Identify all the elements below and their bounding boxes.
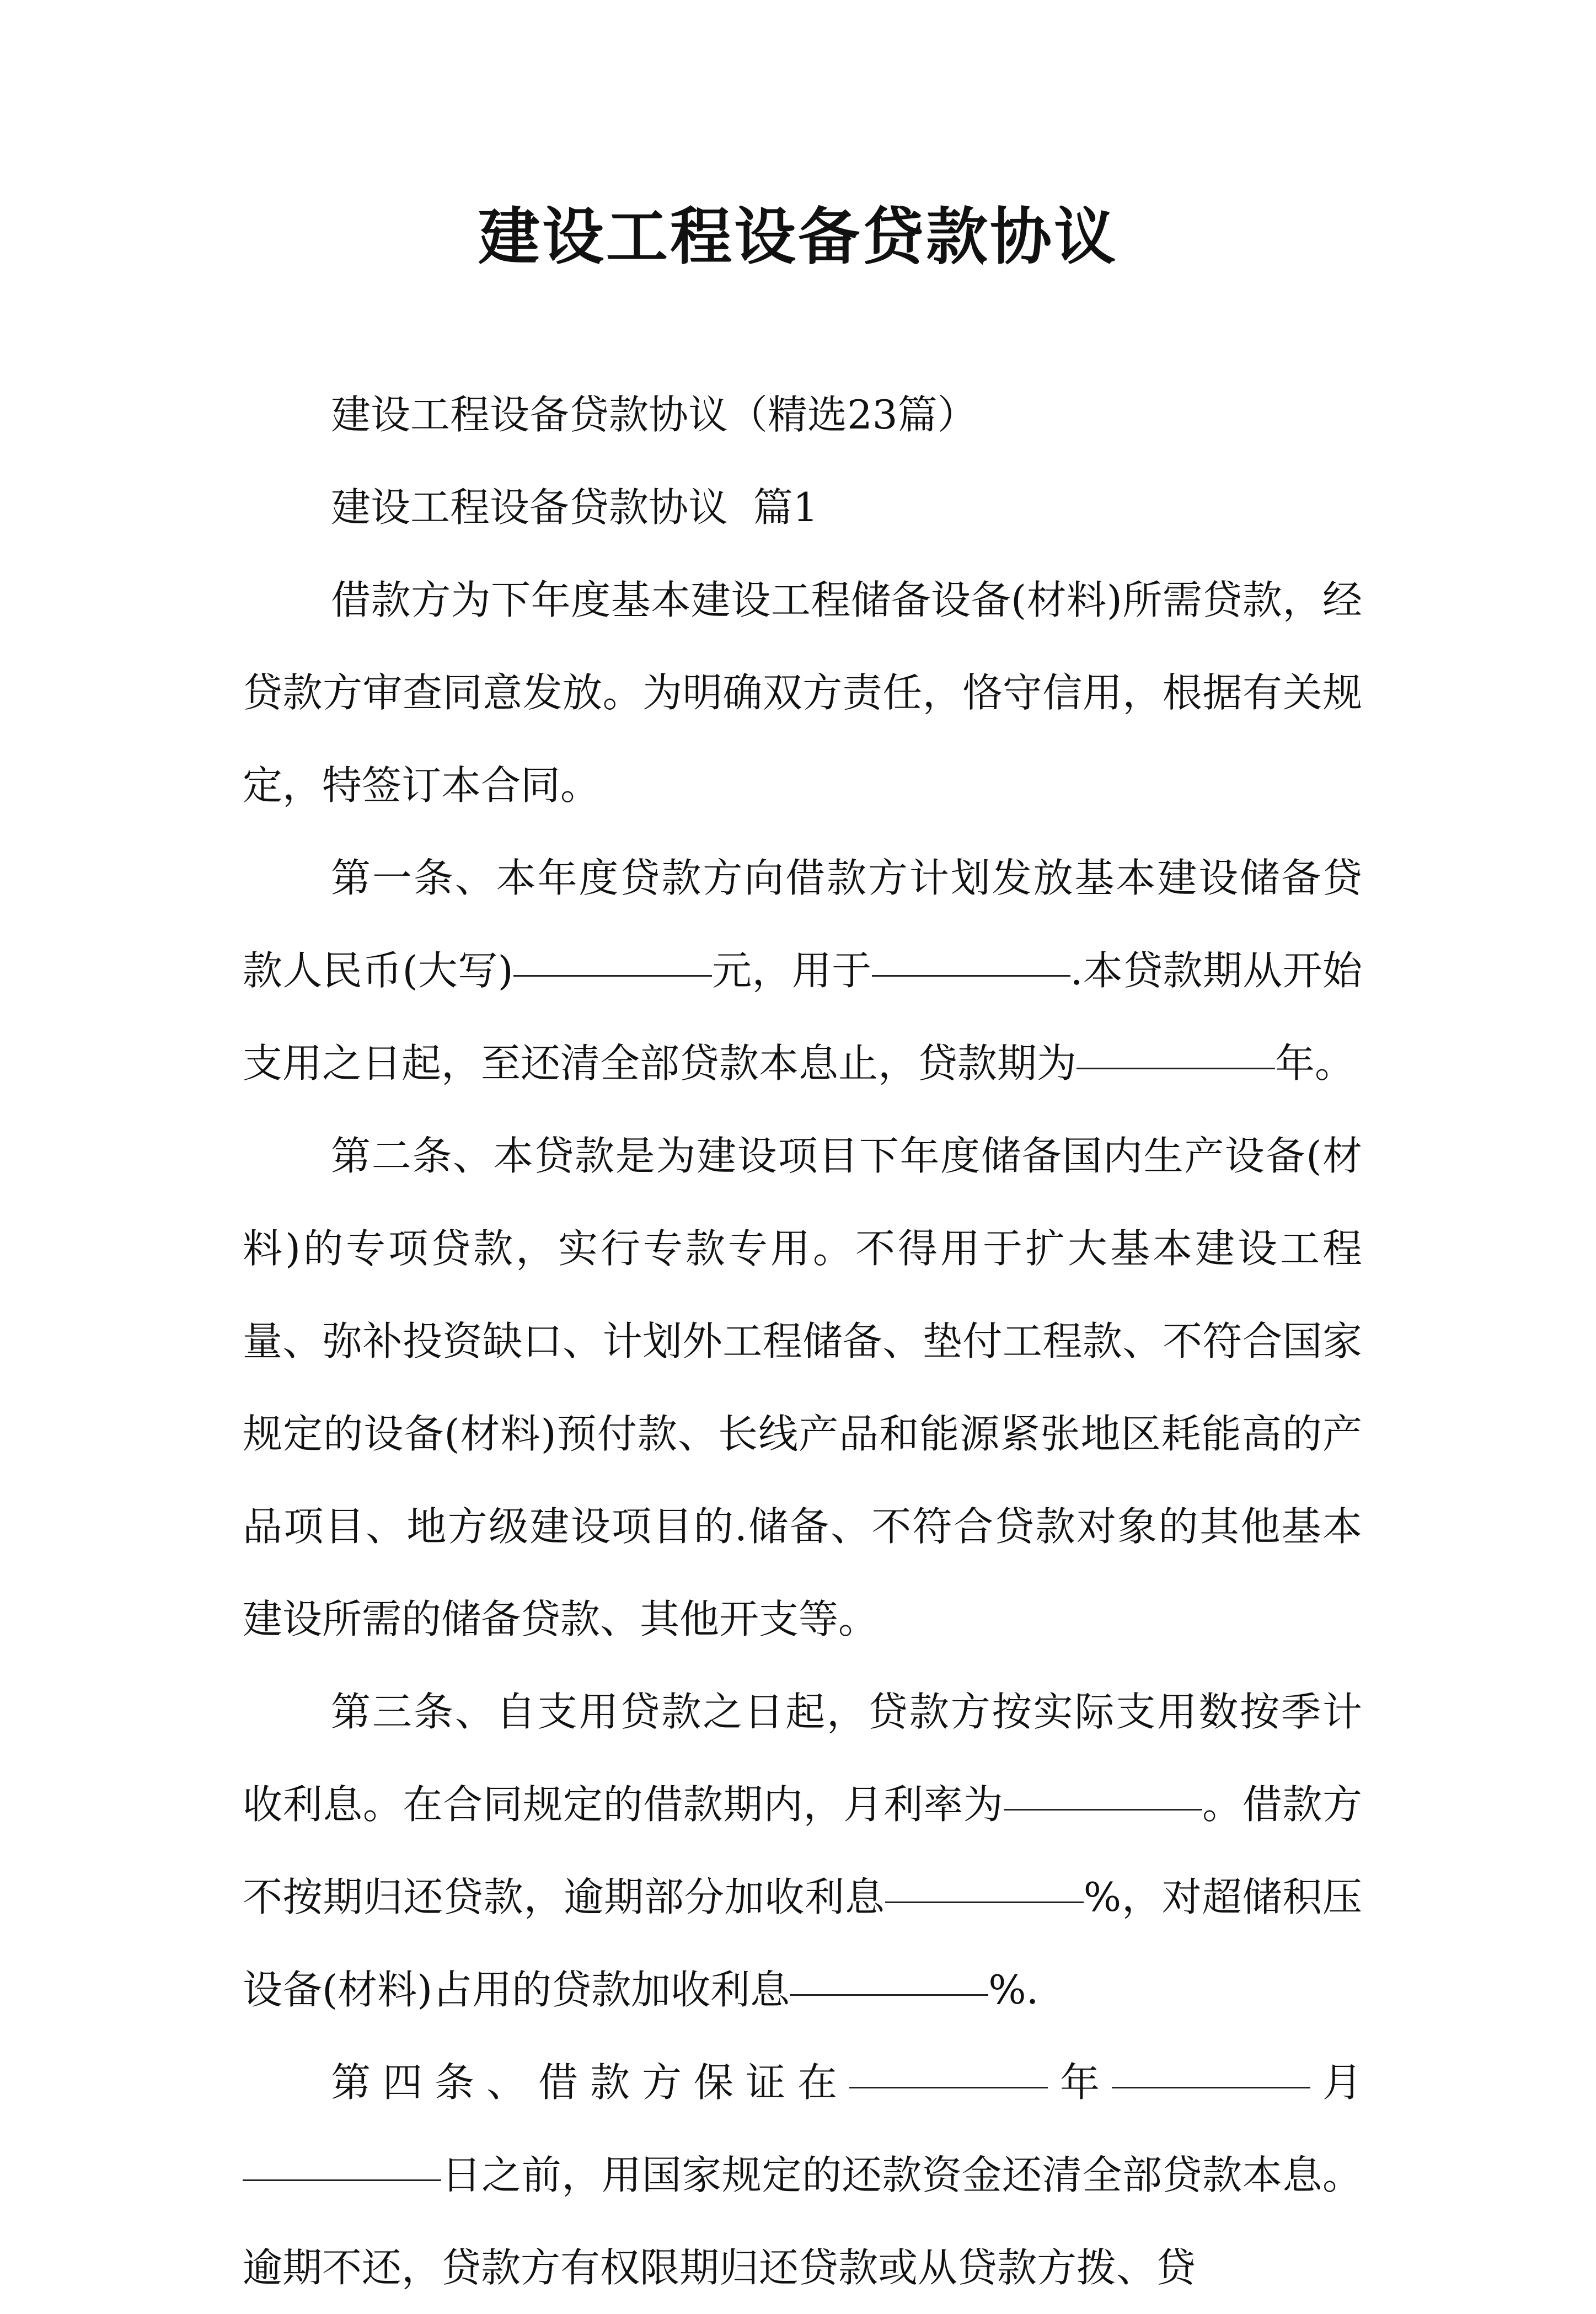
blank-field: [790, 1994, 988, 1996]
blank-field: [1004, 1808, 1202, 1811]
article-4-text-d: 日之前，用国家规定的还款资金还清全部贷款本息。逾期不还，贷款方有权限期归还贷款或从贷款方拨、贷: [243, 2152, 1362, 2291]
blank-field: [849, 2086, 1048, 2088]
article-4-text-a: 第四条、借款方保证在: [331, 2059, 849, 2106]
subtitle: 建设工程设备贷款协议（精选23篇）: [331, 392, 977, 438]
paragraph-article-2: 第二条、本贷款是为建设项目下年度储备国内生产设备(材料)的专项贷款，实行专款专用。不得用于扩大基本建设工程量、弥补投资缺口、计划外工程储备、垫付工程款、不符合国家规定的设备(材料)预付款、长线产品和能源紧张地区耗能高的产品项目、地方级建设项目的.储备、不符合贷款对象的其他基本建设所需的储备贷款、其他开支等。: [243, 1133, 1362, 1642]
blank-field: [885, 1901, 1084, 1903]
section-heading: 建设工程设备贷款协议 篇1: [331, 484, 818, 531]
article-3-text-a: 第三条、自支用贷款之日起，贷款方按实际支用数按季计收利息。在合同规定的借款期内，月利率为: [243, 1689, 1362, 1828]
paragraph-article-1: [243, 832, 1362, 1110]
article-3-text-d: %.: [988, 1967, 1039, 2013]
article-3-text-c: %，对超储积压设备(材料)占用的贷款加收利息: [243, 1874, 1362, 2013]
document-body: [243, 368, 1362, 2314]
document-title: 建设工程设备贷款协议: [478, 201, 1118, 273]
article-3-text-b: 。借款方不按期归还贷款，逾期部分加收利息: [243, 1781, 1362, 1920]
paragraph-article-4: [243, 2036, 1362, 2314]
article-1-text-b: 元，用于: [711, 947, 872, 994]
article-1-text-a: 第一条、本年度贷款方向借款方计划发放基本建设储备贷款人民币(大写): [243, 855, 1362, 994]
article-1-text-c: .本贷款期从开始支用之日起，至还清全部贷款本息止，贷款期为: [243, 947, 1362, 1086]
blank-field: [1077, 1067, 1275, 1069]
blank-field: [513, 974, 712, 977]
article-1-text-d: 年。: [1275, 1040, 1355, 1086]
blank-field: [872, 974, 1070, 977]
blank-field: [243, 2179, 441, 2181]
article-4-text-c: 月: [1310, 2059, 1362, 2106]
blank-field: [1112, 2086, 1310, 2088]
article-4-text-b: 年: [1047, 2059, 1112, 2106]
paragraph-article-3: [243, 1665, 1362, 2036]
paragraph-intro: 借款方为下年度基本建设工程储备设备(材料)所需贷款，经贷款方审查同意发放。为明确双方责任，恪守信用，根据有关规定，特签订本合同。: [243, 577, 1362, 808]
